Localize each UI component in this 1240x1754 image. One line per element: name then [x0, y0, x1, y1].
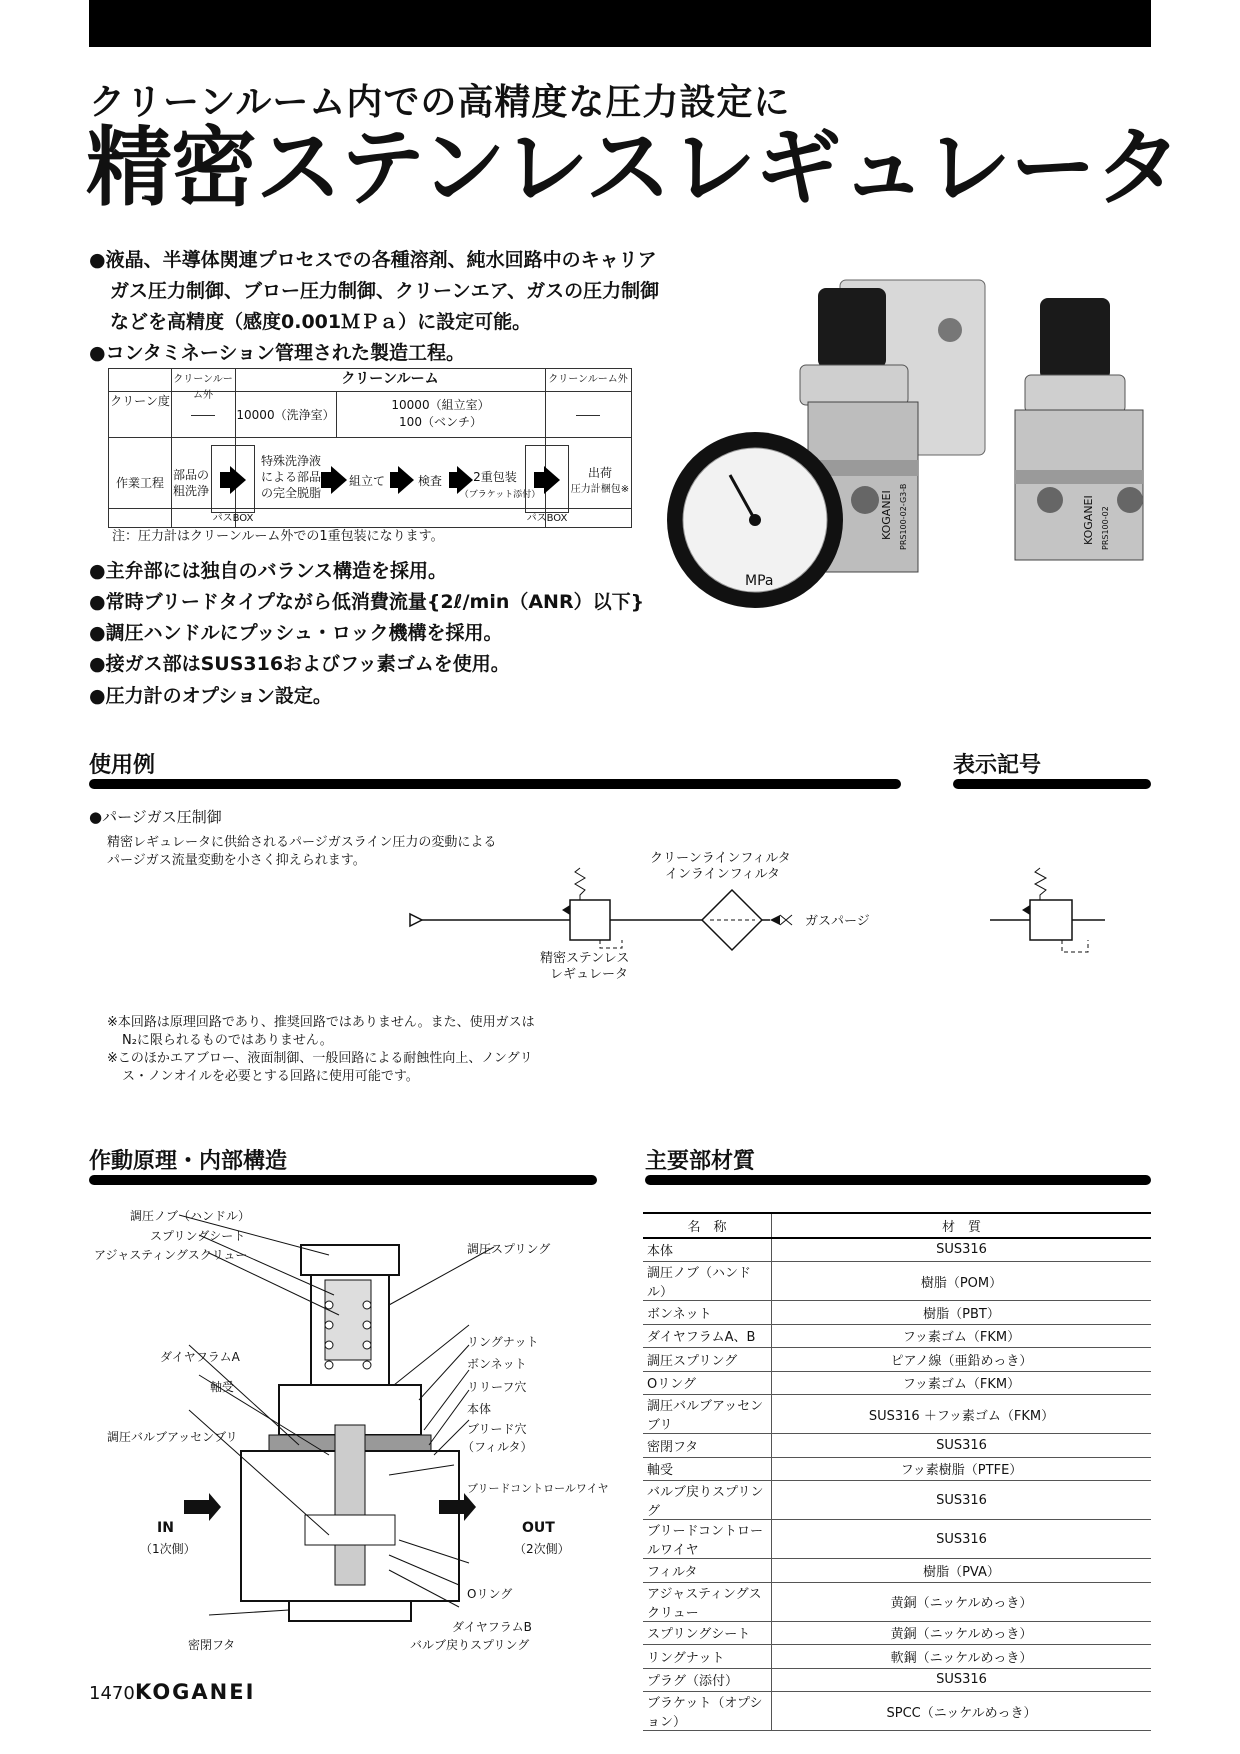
cell-assembly: 10000（組立室）	[391, 398, 490, 412]
material-part-name: Oリング	[643, 1371, 772, 1395]
material-part-name: ブラケット（オプション）	[643, 1692, 772, 1731]
cell-wash: 10000（洗浄室）	[236, 408, 335, 422]
label-valve-spring: バルブ戻りスプリング	[410, 1638, 530, 1652]
feature-line: ガス圧力制御、ブロー圧力制御、クリーンエア、ガスの圧力制御	[110, 280, 660, 302]
material-part-name: 調圧バルブアッセンブリ	[643, 1395, 772, 1434]
material-part-name: 本体	[643, 1238, 772, 1262]
table-row	[643, 1324, 1151, 1348]
feature-line: ●主弁部には独自のバランス構造を採用。	[89, 560, 448, 582]
regulator-label: 精密ステンレス	[540, 951, 630, 966]
usage-note: ※本回路は原理回路であり、推奨回路ではありません。また、使用ガスは	[107, 1015, 535, 1030]
table-row	[643, 1434, 1151, 1458]
material-value: SUS316	[772, 1668, 1152, 1692]
symbol-title: 表示記号	[953, 753, 1042, 778]
label-body: 本体	[467, 1402, 492, 1416]
material-value: 樹脂（PVA）	[772, 1559, 1152, 1583]
brand-label: KOGANEI	[880, 490, 893, 540]
feature-line: ●調圧ハンドルにプッシュ・ロック機構を採用。	[89, 622, 503, 644]
row-label: 作業工程	[115, 476, 164, 490]
material-part-name: 調圧ノブ（ハンドル）	[643, 1262, 772, 1301]
label-relief-hole: リリーフ穴	[467, 1380, 527, 1394]
usage-title: 使用例	[89, 753, 156, 778]
regulator-label: レギュレータ	[550, 967, 629, 982]
filter-label: クリーンラインフィルタ	[650, 851, 791, 866]
material-value: SUS316	[772, 1434, 1152, 1458]
label-in-sub: （1次側）	[140, 1542, 196, 1556]
label-valve-assy: 調圧バルブアッセンブリ	[107, 1430, 238, 1444]
brand-label: KOGANEI	[1082, 495, 1095, 545]
material-part-name: フィルタ	[643, 1559, 772, 1583]
page-number: 1470	[89, 1683, 135, 1704]
step-special: の完全脱脂	[260, 486, 321, 500]
label-spring-seat: スプリングシート	[150, 1229, 246, 1243]
material-part-name: 軸受	[643, 1457, 772, 1481]
material-part-name: 調圧スプリング	[643, 1348, 772, 1372]
table-row	[643, 1621, 1151, 1645]
step-special: 特殊洗浄液	[260, 454, 321, 468]
label-bearing: 軸受	[210, 1380, 235, 1394]
step-pack-note: （ブラケット添付）	[459, 490, 541, 500]
material-part-name: ブリードコントロールワイヤ	[643, 1520, 772, 1559]
brand-logo: KOGANEI	[135, 1680, 256, 1704]
model-label: PRS100-02-G3-B	[899, 483, 908, 550]
material-value: 樹脂（POM）	[772, 1262, 1152, 1301]
label-in: IN	[157, 1520, 174, 1536]
label-adj-spring: 調圧スプリング	[467, 1242, 551, 1256]
material-value: フッ素ゴム（FKM）	[772, 1371, 1152, 1395]
step-pack: 2重包装	[473, 470, 517, 484]
material-part-name: リングナット	[643, 1645, 772, 1669]
material-value: SUS316	[772, 1481, 1152, 1520]
feature-line: ●液晶、半導体関連プロセスでの各種溶剤、純水回路中のキャリア	[89, 249, 657, 271]
header-outside: クリーンルーム外	[548, 374, 628, 385]
pass-box-label: パスBOX	[526, 513, 568, 524]
gas-purge-label: ガスパージ	[805, 914, 870, 929]
material-value: 樹脂（PBT）	[772, 1301, 1152, 1325]
table-row	[643, 1238, 1151, 1262]
label-out-sub: （2次側）	[514, 1542, 570, 1556]
pass-box-label: パスBOX	[212, 513, 254, 524]
table-row	[643, 1481, 1151, 1520]
material-value: SPCC（ニッケルめっき）	[772, 1692, 1152, 1731]
material-part-name: アジャスティングスクリュー	[643, 1582, 772, 1621]
label-bonnet: ボンネット	[467, 1357, 527, 1371]
material-value: SUS316	[772, 1520, 1152, 1559]
table-row	[643, 1582, 1151, 1621]
model-label: PRS100-02	[1101, 506, 1110, 550]
material-part-name: ダイヤフラムA、B	[643, 1324, 772, 1348]
step-ship: 圧力計梱包※	[570, 484, 630, 495]
header-outside: クリーンルーム外	[173, 374, 233, 401]
table-row	[643, 1520, 1151, 1559]
material-part-name: スプリングシート	[643, 1621, 772, 1645]
label-oring: Oリング	[467, 1587, 513, 1601]
feature-line: などを高精度（感度0.001ＭＰａ）に設定可能。	[110, 311, 532, 333]
table-row	[643, 1645, 1151, 1669]
page-title: 精密ステンレスレギュレータ	[86, 118, 1181, 218]
label-diaphragm-b: ダイヤフラムB	[452, 1620, 532, 1634]
section-bar	[89, 779, 901, 789]
cell-dash: ――	[576, 408, 600, 422]
label-out: OUT	[522, 1520, 555, 1536]
material-part-name: 密閉フタ	[643, 1434, 772, 1458]
material-part-name: プラグ（添付）	[643, 1668, 772, 1692]
label-seal-cap: 密閉フタ	[188, 1638, 236, 1652]
process-table	[108, 368, 632, 528]
top-black-bar	[89, 0, 1151, 47]
step-inspect: 検査	[417, 474, 442, 488]
process-note: 注：圧力計はクリーンルーム外での1重包装になります。	[112, 529, 444, 544]
section-bar	[953, 779, 1151, 789]
material-value: SUS316	[772, 1238, 1152, 1262]
label-ring-nut: リングナット	[467, 1335, 539, 1349]
table-row	[643, 1559, 1151, 1583]
label-filter: （フィルタ）	[462, 1440, 533, 1454]
header-clean: クリーンルーム	[341, 371, 439, 387]
cell-bench: 100（ベンチ）	[399, 415, 482, 429]
table-row	[643, 1457, 1151, 1481]
step-rough: 粗洗浄	[172, 484, 209, 498]
product-photo	[660, 270, 1160, 620]
materials-title: 主要部材質	[645, 1149, 756, 1174]
feature-line: ●圧力計のオプション設定。	[89, 685, 332, 707]
step-rough: 部品の	[172, 468, 209, 482]
label-bleed-wire: ブリードコントロールワイヤ	[467, 1482, 609, 1495]
material-value: 黄銅（ニッケルめっき）	[772, 1621, 1152, 1645]
label-diaphragm-a: ダイヤフラムA	[160, 1350, 240, 1364]
col-name: 名 称	[643, 1213, 772, 1238]
section-bar	[645, 1175, 1151, 1185]
cell-dash: ――	[191, 408, 215, 422]
usage-note: ※このほかエアブロー、液面制御、一般回路による耐蝕性向上、ノングリ	[107, 1051, 533, 1066]
material-part-name: ボンネット	[643, 1301, 772, 1325]
page-subtitle: クリーンルーム内での高精度な圧力設定に	[89, 82, 791, 123]
row-label: クリーン度	[110, 394, 170, 408]
step-assemble: 組立て	[348, 474, 385, 488]
materials-table	[643, 1212, 1151, 1731]
step-special: による部品	[260, 470, 321, 484]
table-row	[643, 1262, 1151, 1301]
material-value: ピアノ線（亜鉛めっき）	[772, 1348, 1152, 1372]
label-adjust-screw: アジャスティングスクリュー	[94, 1248, 248, 1262]
col-material: 材 質	[772, 1213, 1152, 1238]
feature-line: ●接ガス部はSUS316およびフッ素ゴムを使用。	[89, 653, 510, 675]
regulator-symbol	[990, 860, 1110, 970]
section-bar	[89, 1175, 597, 1185]
filter-label: インラインフィルタ	[665, 867, 781, 882]
example-title: ●パージガス圧制御	[89, 808, 222, 826]
table-row	[643, 1692, 1151, 1731]
example-desc: 精密レギュレータに供給されるパージガスライン圧力の変動による	[107, 835, 497, 850]
gauge-unit: MPa	[745, 573, 774, 589]
circuit-diagram	[400, 840, 920, 990]
table-row	[643, 1348, 1151, 1372]
step-ship: 出荷	[587, 466, 612, 480]
feature-line: ●コンタミネーション管理された製造工程。	[89, 342, 466, 364]
material-value: フッ素ゴム（FKM）	[772, 1324, 1152, 1348]
material-part-name: バルブ戻りスプリング	[643, 1481, 772, 1520]
example-desc: パージガス流量変動を小さく抑えられます。	[107, 853, 366, 868]
label-bleed-hole: ブリード穴	[467, 1422, 527, 1436]
material-value: 軟鋼（ニッケルめっき）	[772, 1645, 1152, 1669]
table-row	[643, 1371, 1151, 1395]
material-value: 黄銅（ニッケルめっき）	[772, 1582, 1152, 1621]
usage-note: N₂に限られるものではありません。	[122, 1033, 333, 1048]
usage-note: ス・ノンオイルを必要とする回路に使用可能です。	[122, 1069, 419, 1084]
table-row	[643, 1301, 1151, 1325]
feature-line: ●常時ブリードタイプながら低消費流量{2ℓ/min（ANR）以下}	[89, 591, 645, 613]
label-knob: 調圧ノブ（ハンドル）	[130, 1209, 251, 1223]
table-row	[643, 1668, 1151, 1692]
table-row	[643, 1395, 1151, 1434]
material-value: フッ素樹脂（PTFE）	[772, 1457, 1152, 1481]
structure-title: 作動原理・内部構造	[89, 1149, 288, 1174]
material-value: SUS316 ＋フッ素ゴム（FKM）	[772, 1395, 1152, 1434]
